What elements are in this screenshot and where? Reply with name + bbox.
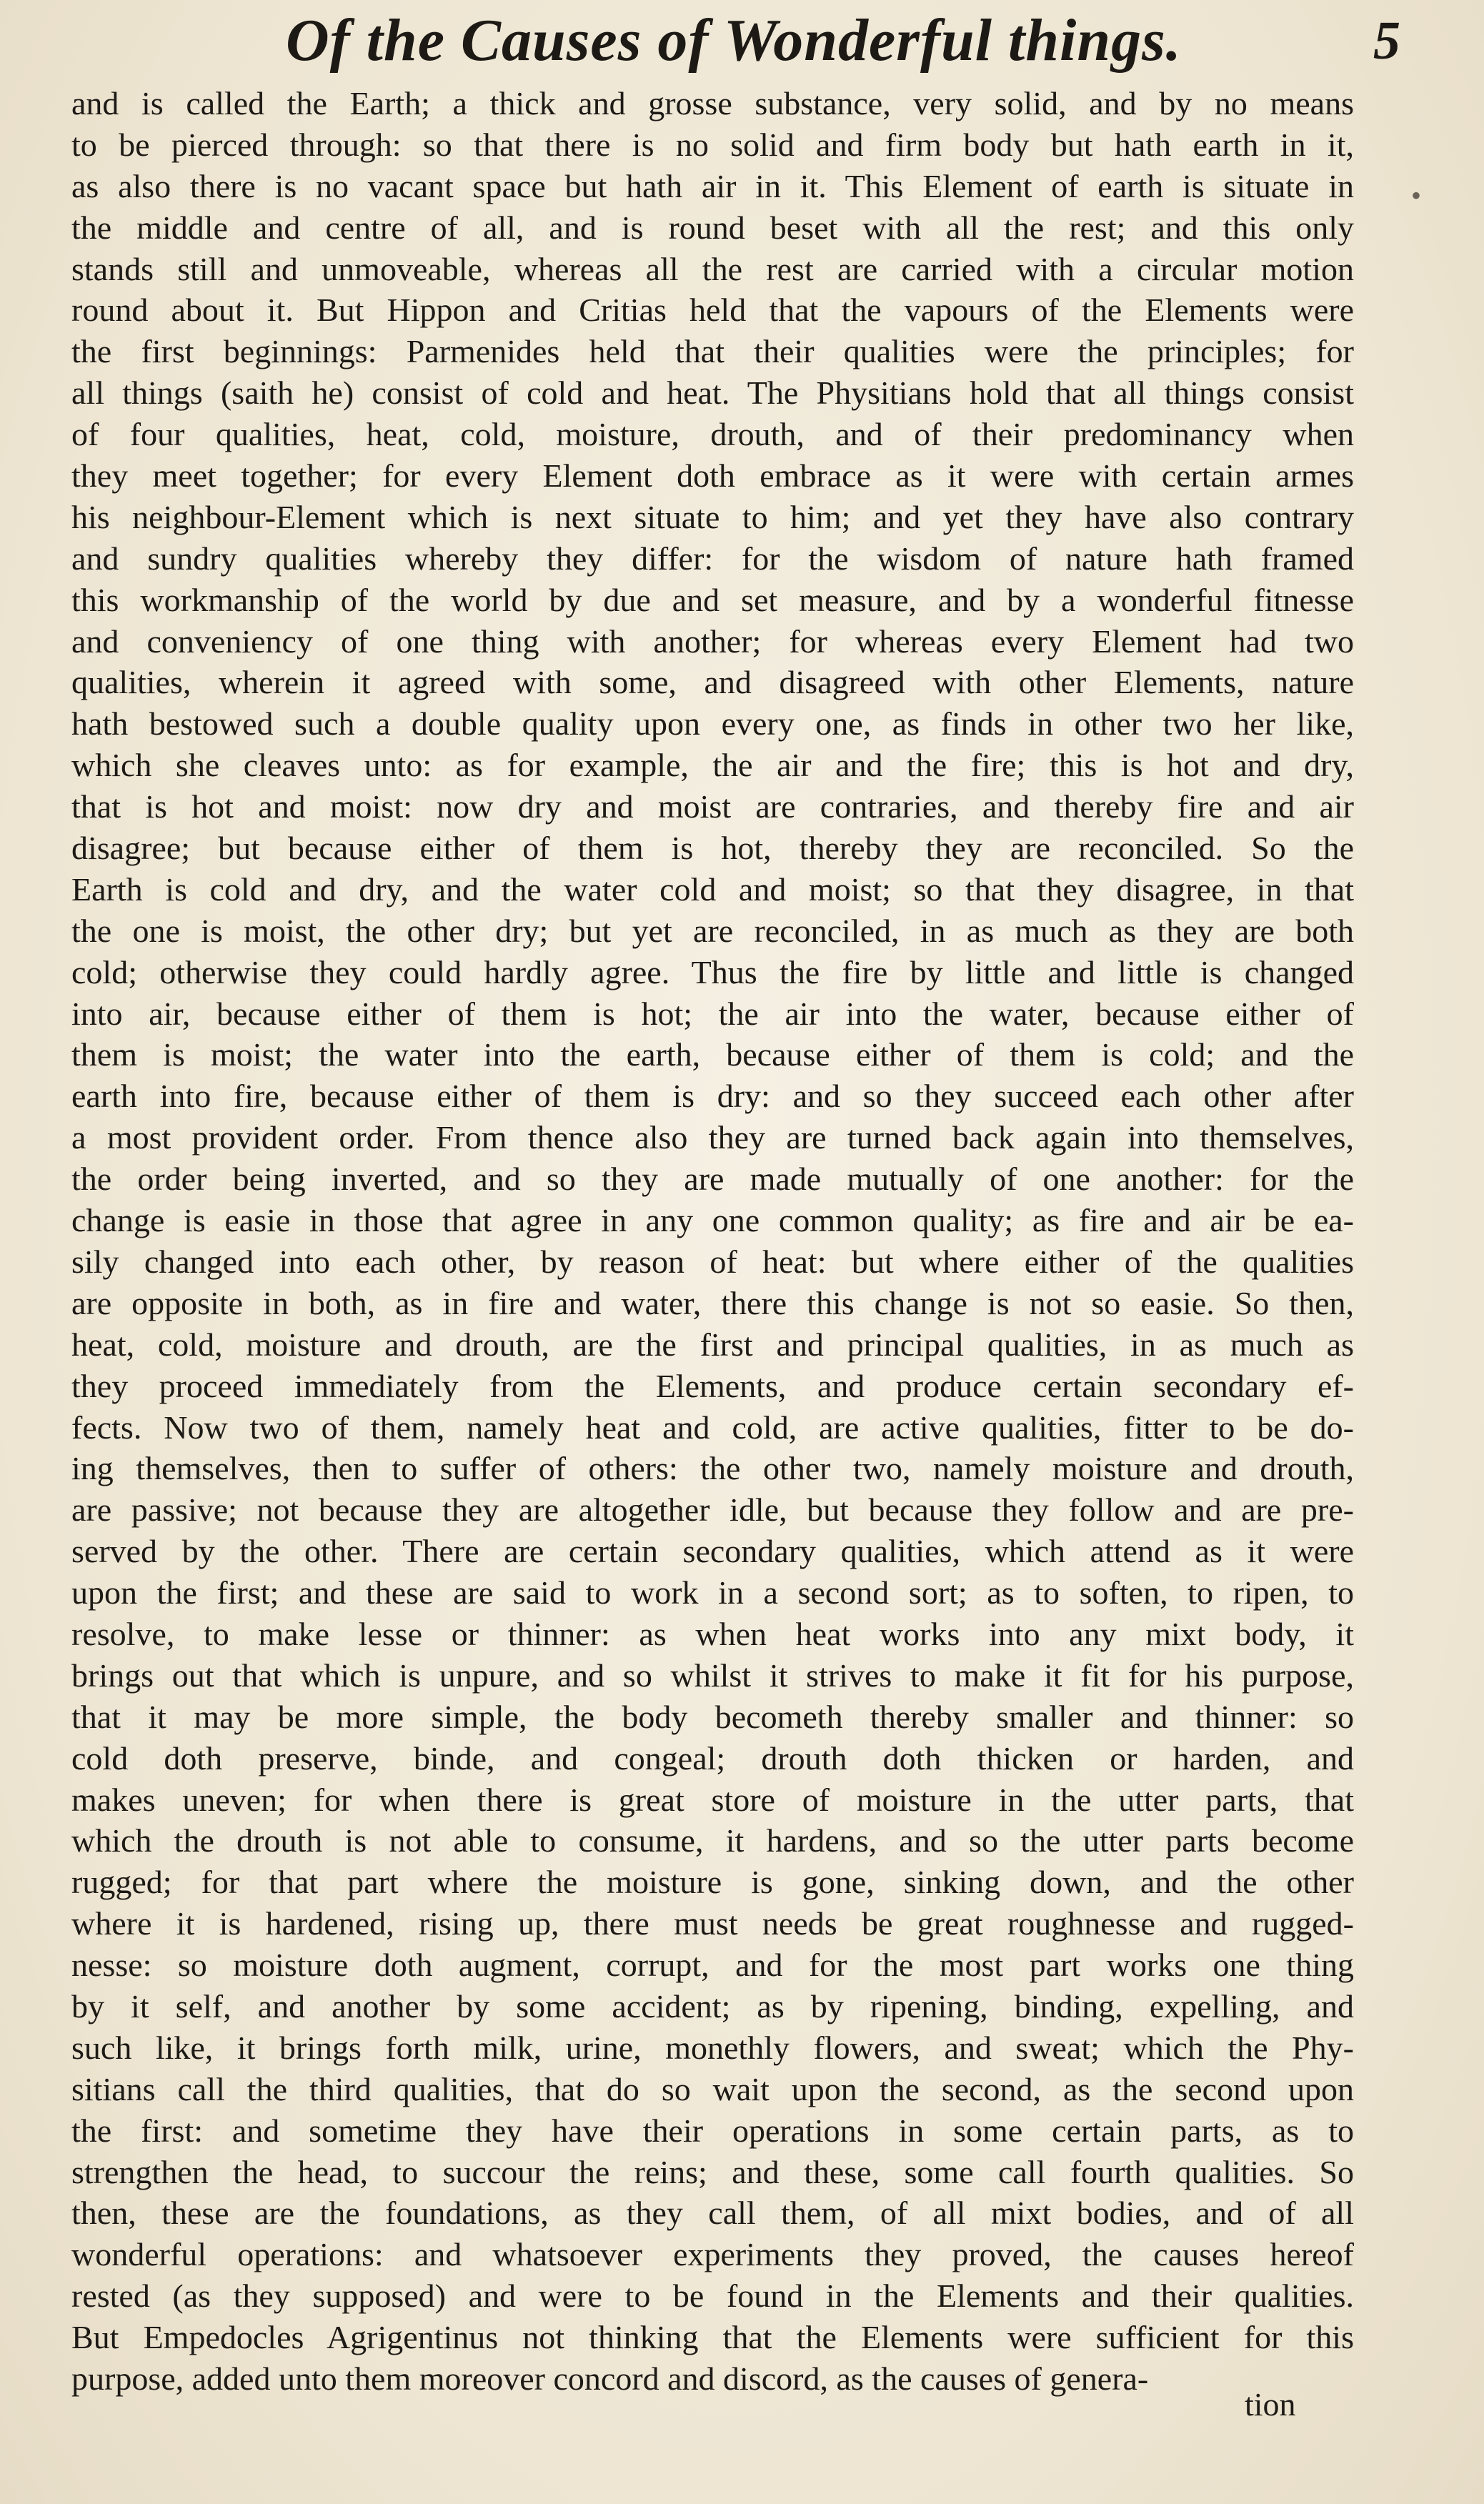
text-line: which the drouth is not able to consume, it hardens, and so the utter parts become [71, 1822, 1354, 1859]
text-line: and is called the Earth; a thick and grosse substance, very solid, and by no means [71, 85, 1354, 121]
text-line: to be pierced through: so that there is no solid and firm body but hath earth in it, [71, 126, 1354, 163]
text-line: qualities, wherein it agreed with some, and disagreed with other Elements, nature [71, 664, 1354, 701]
text-line: are passive; not because they are altogether idle, but because they follow and are pre- [71, 1491, 1354, 1529]
text-line: rested (as they supposed) and were to be found in the Elements and their qualities. [71, 2277, 1354, 2315]
text-line: such like, it brings forth milk, urine, monethly flowers, and sweat; which the Phy- [71, 2029, 1354, 2066]
text-line: sily changed into each other, by reason of heat: but where either of the qualities [71, 1243, 1354, 1280]
text-line: wonderful operations: and whatsoever experiments they proved, the causes hereof [71, 2236, 1354, 2273]
text-line: a most provident order. From thence also they are turned back again into themselves, [71, 1119, 1354, 1156]
text-line: as also there is no vacant space but hath air in it. This Element of earth is situate in [71, 167, 1354, 204]
text-line: makes uneven; for when there is great store of moisture in the utter parts, that [71, 1781, 1354, 1818]
text-line: strengthen the head, to succour the reins; and these, some call fourth qualities. So [71, 2153, 1354, 2190]
text-line: But Empedocles Agrigentinus not thinking that the Elements were sufficient for this [71, 2319, 1354, 2356]
text-line: and sundry qualities whereby they differ: for the wisdom of nature hath framed [71, 540, 1354, 577]
page-number: 5 [1373, 11, 1400, 71]
text-line: by it self, and another by some accident; as by ripening, binding, expelling, and [71, 1987, 1354, 2024]
text-line: them is moist; the water into the earth, because either of them is cold; and the [71, 1036, 1354, 1073]
text-line: served by the other. There are certain secondary qualities, which attend as it were [71, 1533, 1354, 1570]
text-line: and conveniency of one thing with another; for whereas every Element had two [71, 622, 1354, 660]
text-line: ing themselves, then to suffer of others: the other two, namely moisture and drouth, [71, 1450, 1354, 1487]
text-line: nesse: so moisture doth augment, corrupt, and for the most part works one thing [71, 1947, 1354, 1984]
text-line: they meet together; for every Element doth embrace as it were with certain armes [71, 457, 1354, 495]
text-line: upon the first; and these are said to work in a second sort; as to soften, to ripen, to [71, 1574, 1354, 1611]
text-line: hath bestowed such a double quality upon every one, as finds in other two her like, [71, 705, 1354, 742]
catchword: tion [1245, 2386, 1296, 2423]
text-line: cold doth preserve, binde, and congeal; drouth doth thicken or harden, and [71, 1739, 1354, 1777]
text-line: the one is moist, the other dry; but yet are reconciled, in as much as they are both [71, 912, 1354, 949]
text-line: cold; otherwise they could hardly agree. Thus the fire by little and little is changed [71, 953, 1354, 990]
text-line: the middle and centre of all, and is round beset with all the rest; and this only [71, 209, 1354, 246]
text-line: round about it. But Hippon and Critias held that the vapours of the Elements were [71, 292, 1354, 329]
text-line: the first: and sometime they have their operations in some certain parts, as to [71, 2112, 1354, 2149]
text-line: brings out that which is unpure, and so whilst it strives to make it fit for his purpose, [71, 1656, 1354, 1694]
text-line: Earth is cold and dry, and the water cold and moist; so that they disagree, in that [71, 870, 1354, 908]
text-line: change is easie in those that agree in any one common quality; as fire and air be ea- [71, 1202, 1354, 1239]
text-line: resolve, to make lesse or thinner: as when heat works into any mixt body, it [71, 1615, 1354, 1652]
text-line: into air, because either of them is hot; the air into the water, because either of [71, 995, 1354, 1032]
text-line: they proceed immediately from the Elements, and produce certain secondary ef- [71, 1367, 1354, 1404]
text-line: this workmanship of the world by due and set measure, and by a wonderful fitnesse [71, 581, 1354, 618]
text-line: heat, cold, moisture and drouth, are the first and principal qualities, in as much as [71, 1326, 1354, 1363]
text-line: stands still and unmoveable, whereas all the rest are carried with a circular motion [71, 250, 1354, 287]
text-line: which she cleaves unto: as for example, the air and the fire; this is hot and dry, [71, 747, 1354, 784]
text-line: sitians call the third qualities, that do so wait upon the second, as the second upon [71, 2070, 1354, 2107]
text-line: that is hot and moist: now dry and moist are contraries, and thereby fire and air [71, 788, 1354, 825]
page-header [257, 6, 1400, 84]
text-line: that it may be more simple, the body becometh thereby smaller and thinner: so [71, 1698, 1354, 1735]
text-line: all things (saith he) consist of cold and heat. The Physitians hold that all things consist [71, 374, 1354, 412]
text-line: purpose, added unto them moreover concord and discord, as the causes of genera- [71, 2360, 1149, 2397]
text-line: his neighbour-Element which is next situate to him; and yet they have also contrary [71, 498, 1354, 535]
text-line: then, these are the foundations, as they call them, of all mixt bodies, and of all [71, 2195, 1354, 2232]
body-text [71, 83, 1354, 2400]
running-title: Of the Causes of Wonderful things. [286, 7, 1182, 74]
text-line: rugged; for that part where the moisture is gone, sinking down, and the other [71, 1864, 1354, 1901]
text-line: where it is hardened, rising up, there must needs be great roughnesse and rugged- [71, 1905, 1354, 1942]
text-line: of four qualities, heat, cold, moisture, drouth, and of their predominancy when [71, 416, 1354, 453]
text-line: the first beginnings: Parmenides held that their qualities were the principles; for [71, 333, 1354, 370]
text-line: earth into fire, because either of them is dry: and so they succeed each other after [71, 1078, 1354, 1115]
text-line: fects. Now two of them, namely heat and cold, are active qualities, fitter to be do- [71, 1408, 1354, 1446]
text-line: disagree; but because either of them is hot, thereby they are reconciled. So the [71, 830, 1354, 867]
text-line: the order being inverted, and so they are made mutually of one another: for the [71, 1161, 1354, 1198]
ink-speck-mark: • [1411, 179, 1422, 212]
text-line: are opposite in both, as in fire and water, there this change is not so easie. So then, [71, 1284, 1354, 1321]
